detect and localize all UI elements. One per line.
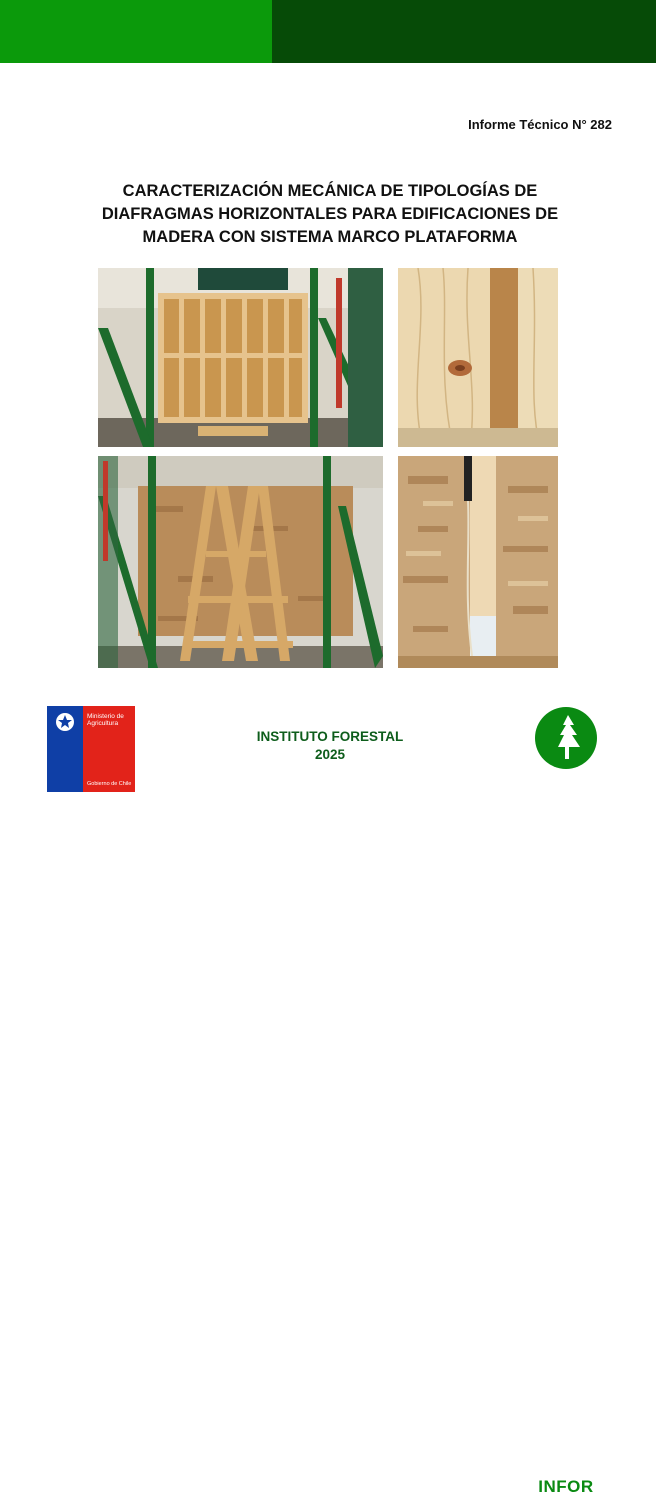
infor-logo xyxy=(520,705,612,1496)
infor-name: INFOR xyxy=(538,1477,594,1496)
header-bar-dark-green xyxy=(272,0,656,63)
header-bar-light-green xyxy=(0,0,272,63)
publication-year: 2025 xyxy=(314,747,346,762)
ministry-line-2: Agricultura xyxy=(87,720,119,727)
title-line-1: CARACTERIZACIÓN MECÁNICA DE TIPOLOGÍAS DE xyxy=(122,182,538,200)
photo-osb-panel-with-ladder xyxy=(98,456,383,668)
ministry-line-3: Gobierno de Chile xyxy=(87,781,132,787)
publisher-block xyxy=(230,728,430,764)
title-line-2: DIAFRAGMAS HORIZONTALES PARA EDIFICACIONES DE xyxy=(101,205,559,223)
institute-name: INSTITUTO FORESTAL xyxy=(256,729,404,744)
photo-osb-stud-closeup xyxy=(398,456,558,668)
report-number: Informe Técnico N° 282 xyxy=(468,117,612,132)
document-title xyxy=(60,180,600,249)
photo-wall-panel-test-frame xyxy=(98,268,383,447)
header-color-bar xyxy=(0,0,656,63)
title-line-3: MADERA CON SISTEMA MARCO PLATAFORMA xyxy=(142,228,518,246)
ministry-of-agriculture-logo xyxy=(47,706,135,792)
photo-wood-stud-closeup xyxy=(398,268,558,447)
ministry-line-1: Ministerio de xyxy=(87,713,124,720)
